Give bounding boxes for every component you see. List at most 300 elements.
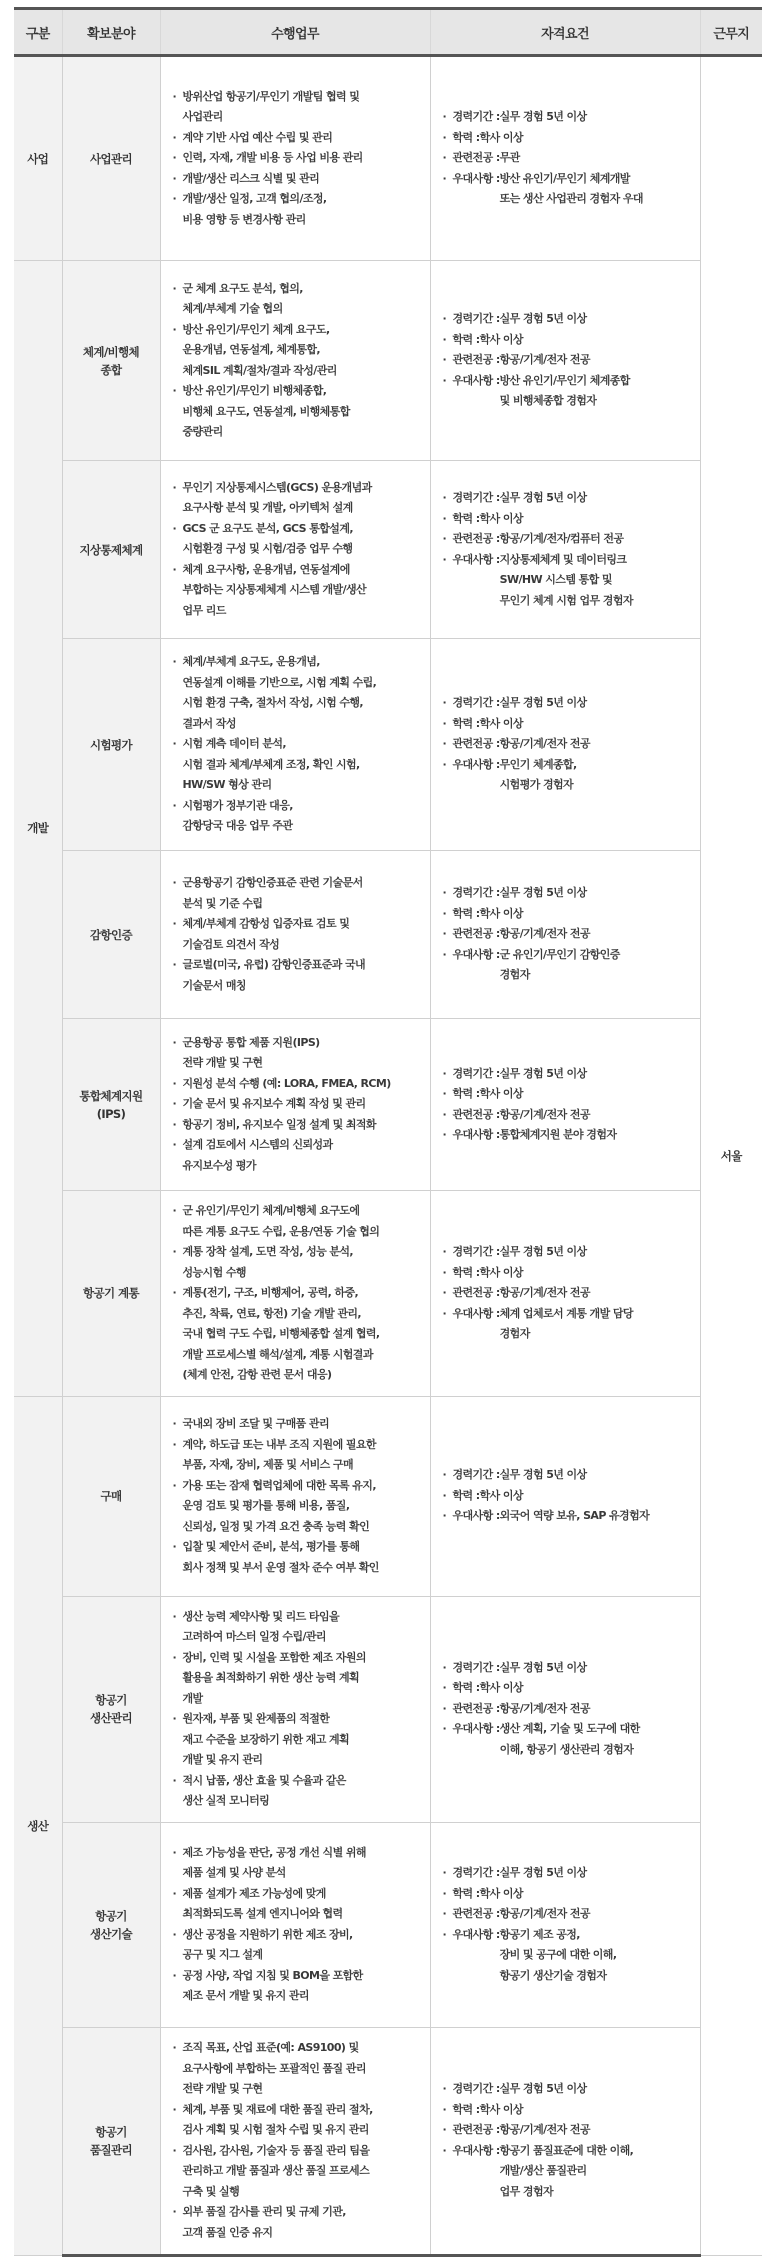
requirement-item [443,1904,692,1925]
task-line: 고객 품질 인증 유지 [182,2225,273,2239]
task-line: · 기술 문서 및 유지보수 계획 작성 및 관리 [182,1097,366,1111]
requirement-line: 실무 경험 5년 이상 [499,886,587,900]
requirement-line: 무관 [499,151,520,165]
category-cell: 생산 [14,1396,62,2255]
task-line: 운영 검토 및 평가를 통해 비용, 품질, [182,1499,350,1512]
field-cell [62,461,160,639]
header-requirements: 자격요건 [430,9,700,56]
task-line: · 방산 유인기/무인기 체계 요구도, [182,322,330,336]
task-list [173,279,422,443]
table-row [14,1019,762,1191]
task-line: · 생산 공정을 지원하기 위한 제조 장비, [182,1927,353,1941]
task-item [173,1884,422,1925]
requirement-line: 실무 경험 5년 이상 [499,110,587,124]
requirement-item [443,1263,692,1284]
task-item [173,1476,422,1538]
requirement-key: · 학력 : [452,906,480,920]
requirement-item [443,1125,692,1146]
task-line: · 장비, 인력 및 시설을 포함한 제조 자원의 [182,1650,366,1664]
requirement-line: SW/HW 시스템 통합 및 [499,573,612,586]
requirement-key: · 우대사항 : [452,1128,500,1141]
task-line: 제품 설계 및 사양 분석 [182,1866,286,1879]
requirement-value [500,1506,692,1527]
task-list [173,1843,422,2007]
task-item [173,1115,422,1136]
task-list [173,652,422,837]
requirement-key: · 우대사항 : [452,1927,500,1941]
task-line: · 외부 품질 감사를 관리 및 규제 기관, [182,2205,346,2218]
task-line: · 생산 능력 제약사항 및 리드 타임을 [182,1609,340,1623]
requirement-value [480,2100,692,2121]
task-line: · 무인기 지상통제시스템(GCS) 운용개념과 [182,480,372,494]
requirement-item [443,128,692,149]
task-item [173,734,422,796]
requirement-line: 학사 이상 [479,1681,523,1695]
requirement-list [443,309,692,412]
task-line: 부합하는 지상통제체계 시스템 개발/생산 [182,583,367,597]
requirement-value [500,148,692,169]
requirement-line: 경험자 [499,1327,530,1340]
field-cell [62,261,160,461]
task-line: · 조직 목표, 산업 표준(예: AS9100) 및 [182,2041,359,2054]
requirement-item [443,309,692,330]
task-line: 활용을 최적화하기 위한 생산 능력 계획 [182,1671,360,1684]
task-line: 체계/부체계 기술 협의 [182,302,283,315]
requirement-item [443,1719,692,1760]
task-line: · 지원성 분석 수행 (예: LORA, FMEA, RCM) [182,1076,391,1090]
task-item [173,1094,422,1115]
requirement-line: 실무 경험 5년 이상 [499,312,587,326]
task-line: 결과서 작성 [182,716,236,730]
requirement-line: 학사 이상 [479,130,523,144]
task-line: 재고 수준을 보장하기 위한 재고 계획 [182,1732,350,1746]
requirement-value [500,550,692,612]
requirement-key: · 관련전공 : [452,1701,500,1715]
task-line: 체계SIL 계획/절차/결과 작성/관리 [182,363,337,377]
requirements-cell [430,1191,700,1397]
task-line: · 체계, 부품 및 재료에 대한 품질 관리 절차, [182,2102,373,2116]
requirement-line: 학사 이상 [479,906,523,920]
tasks-cell [160,461,430,639]
requirement-line: 학사 이상 [479,511,523,525]
task-list [173,1033,422,1177]
requirement-key: · 우대사항 : [452,171,500,185]
task-item [173,1843,422,1884]
requirement-key: · 우대사항 : [452,552,500,566]
task-line: HW/SW 형상 관리 [182,778,272,792]
requirement-key: · 학력 : [452,1886,480,1900]
header-category: 구분 [14,9,62,56]
requirement-item [443,1304,692,1345]
requirement-item [443,2100,692,2121]
requirement-item [443,1884,692,1905]
tasks-cell [160,1396,430,1596]
requirements-cell [430,1596,700,1822]
requirement-key: · 경력기간 : [452,1245,500,1258]
table-row [14,56,762,261]
requirement-key: · 우대사항 : [452,2143,500,2157]
requirement-item [443,714,692,735]
task-line: 개발 [182,1691,203,1705]
task-list [173,2038,422,2243]
task-line: 부품, 자재, 장비, 제품 및 서비스 구매 [182,1458,353,1471]
requirement-line: 실무 경험 5년 이상 [499,491,587,504]
requirement-value [500,1304,692,1345]
requirement-value [500,945,692,986]
requirement-key: · 학력 : [452,130,480,144]
requirement-key: · 학력 : [452,332,480,346]
field-label: 품질관리 [89,2142,133,2157]
requirement-value [500,1925,692,1987]
tasks-cell [160,851,430,1019]
task-item [173,1135,422,1176]
header-tasks: 수행업무 [160,9,430,56]
requirement-key: · 관련전공 : [452,927,500,941]
task-item [173,2038,422,2100]
requirement-value [480,1486,692,1507]
requirement-value [500,309,692,330]
requirement-list [443,1064,692,1146]
requirement-line: 업무 경험자 [499,2184,553,2198]
task-line: · 국내외 장비 조달 및 구매품 관리 [182,1417,329,1430]
requirement-key: · 경력기간 : [452,696,500,710]
requirement-value [500,1465,692,1486]
tasks-cell [160,639,430,851]
requirement-list [443,107,692,210]
requirement-line: 항공/기계/전자 전공 [499,1286,590,1299]
requirements-cell [430,56,700,261]
task-line: · 적시 납품, 생산 효율 및 수율과 같은 [182,1773,346,1787]
requirement-item [443,1863,692,1884]
requirement-list [443,883,692,986]
requirement-value [480,1263,692,1284]
requirement-item [443,924,692,945]
requirement-list [443,693,692,796]
task-item [173,478,422,519]
task-line: 업무 리드 [182,603,226,617]
requirement-value [500,734,692,755]
task-line: · 계약 기반 사업 예산 수립 및 관리 [182,130,333,144]
requirement-item [443,693,692,714]
field-cell [62,639,160,851]
requirement-value [480,128,692,149]
field-label: 생산관리 [89,1711,133,1725]
task-line: · 군용항공 통합 제품 지원(IPS) [182,1035,320,1049]
field-label: 생산기술 [89,1926,133,1941]
task-line: 사업관리 [182,110,223,124]
task-item [173,519,422,560]
requirements-cell [430,261,700,461]
requirement-line: 통합체계지원 분야 경험자 [499,1128,617,1141]
requirement-item [443,550,692,612]
task-line: · 인력, 자재, 개발 비용 등 사업 비용 관리 [182,151,363,165]
task-line: 따른 계통 요구도 수립, 운용/연동 기술 협의 [182,1224,380,1238]
task-item [173,1414,422,1435]
requirement-key: · 학력 : [452,1087,480,1100]
task-item [173,1771,422,1812]
task-line: 시험환경 구성 및 시험/검증 업무 수행 [182,542,353,556]
task-line: 비행체 요구도, 연동설계, 비행체통합 [182,404,350,418]
requirement-key: · 경력기간 : [452,1660,500,1674]
field-cell [62,56,160,261]
task-list [173,1201,422,1386]
requirement-key: · 학력 : [452,2102,480,2116]
requirement-key: · 경력기간 : [452,1866,500,1879]
requirement-list [443,2079,692,2202]
task-item [173,1709,422,1771]
task-list [173,478,422,622]
requirement-line: 외국어 역량 보유, SAP 유경험자 [499,1509,650,1523]
requirement-line: 항공/기계/전자 전공 [499,1701,590,1715]
table-row [14,851,762,1019]
requirement-key: · 관련전공 : [452,1907,500,1920]
task-item [173,2100,422,2141]
task-line: · 체계/부체계 요구도, 운용개념, [182,655,320,669]
task-line: 개발 프로세스별 해석/설계, 계통 시험결과 [182,1347,373,1361]
requirement-key: · 경력기간 : [452,2082,500,2095]
task-line: · 방위산업 항공기/무인기 개발팀 협력 및 [182,89,360,103]
requirement-value [480,1678,692,1699]
requirement-list [443,1658,692,1761]
requirement-line: 항공/기계/전자 전공 [499,1907,590,1920]
requirement-line: 방산 유인기/무인기 체계개발 [499,171,630,185]
task-item [173,169,422,190]
task-item [173,1033,422,1074]
requirement-value [500,107,692,128]
task-line: 개발 및 유지 관리 [182,1753,263,1766]
task-line: · 가용 또는 잠재 협력업체에 대한 목록 유지, [182,1478,376,1492]
task-line: · 계통 장착 설계, 도면 작성, 성능 분석, [182,1245,353,1258]
requirement-item [443,1283,692,1304]
requirement-line: 실무 경험 5년 이상 [499,1866,587,1879]
requirement-key: · 경력기간 : [452,110,500,124]
task-item [173,189,422,230]
requirement-value [500,1242,692,1263]
field-cell [62,1596,160,1822]
requirement-key: · 우대사항 : [452,1722,500,1736]
task-line: 전략 개발 및 구현 [182,1056,263,1070]
task-line: · 체계/부체계 감항성 입증자료 검토 및 [182,917,350,930]
requirement-value [500,1105,692,1126]
task-line: · 시험 계측 데이터 분석, [182,737,287,751]
requirement-line: 무인기 체계 시험 업무 경험자 [499,593,633,607]
task-line: 공구 및 지그 설계 [182,1948,263,1961]
requirement-list [443,1863,692,1986]
task-line: · 글로벌(미국, 유럽) 감항인증표준과 국내 [182,958,366,971]
task-line: · 체계 요구사항, 운용개념, 연동설계에 [182,562,350,576]
tasks-cell [160,1019,430,1191]
requirement-line: 항공기 생산기술 경험자 [499,1968,607,1982]
task-line: 성능시험 수행 [182,1265,246,1279]
requirement-line: 항공/기계/전자/컴퓨터 전공 [499,532,624,545]
table-row [14,2027,762,2255]
requirement-item [443,755,692,796]
requirement-key: · 관련전공 : [452,353,500,367]
tasks-cell [160,56,430,261]
requirement-item [443,107,692,128]
task-line: · 입찰 및 제안서 준비, 분석, 평가를 통해 [182,1540,360,1553]
requirement-item [443,1486,692,1507]
requirement-line: 무인기 체계종합, [499,757,577,771]
task-line: 감항당국 대응 업무 주관 [182,819,293,833]
requirement-value [500,1719,692,1760]
task-line: · 검사원, 감사원, 기술자 등 품질 관리 팀을 [182,2143,370,2157]
requirement-line: 실무 경험 5년 이상 [499,696,587,710]
requirement-value [500,2141,692,2203]
requirement-line: 이해, 항공기 생산관리 경험자 [499,1742,634,1756]
task-line: · 항공기 정비, 유지보수 일정 설계 및 최적화 [182,1117,376,1131]
field-label: 구매 [100,1489,122,1503]
requirement-key: · 관련전공 : [452,151,500,165]
task-line: 기술문서 매칭 [182,978,246,992]
requirement-key: · 경력기간 : [452,1468,500,1482]
task-item [173,796,422,837]
requirement-item [443,148,692,169]
requirement-line: 항공/기계/전자 전공 [499,353,590,367]
requirement-key: · 경력기간 : [452,491,500,504]
requirement-line: 체계 업체로서 계통 개발 담당 [499,1306,633,1320]
tasks-cell [160,1596,430,1822]
requirements-cell [430,461,700,639]
requirement-list [443,1465,692,1527]
tasks-cell [160,261,430,461]
task-item [173,279,422,320]
task-line: · 군 유인기/무인기 체계/비행체 요구도에 [182,1204,360,1217]
requirement-item [443,509,692,530]
task-list [173,87,422,231]
requirement-line: 학사 이상 [479,332,523,346]
field-cell [62,1019,160,1191]
requirement-line: 학사 이상 [479,1265,523,1279]
field-label: 지상통제체계 [79,542,143,557]
requirement-list [443,488,692,611]
requirement-item [443,2120,692,2141]
task-list [173,1414,422,1578]
tasks-cell [160,1191,430,1397]
requirement-item [443,904,692,925]
task-item [173,1074,422,1095]
category-cell: 개발 [14,261,62,1397]
requirement-line: 실무 경험 5년 이상 [499,1468,587,1482]
task-line: 연동설계 이해를 기반으로, 시험 계획 수립, [182,675,377,689]
table-row [14,639,762,851]
task-item [173,148,422,169]
task-item [173,87,422,128]
task-line: 고려하여 마스터 일정 수립/관리 [182,1630,326,1643]
requirement-line: 학사 이상 [479,1886,523,1900]
task-item [173,1607,422,1648]
task-line: 구축 및 실행 [182,2184,240,2198]
requirement-key: · 학력 : [452,716,480,730]
requirement-key: · 우대사항 : [452,1306,500,1320]
requirement-line: 생산 계획, 기술 및 도구에 대한 [499,1722,640,1736]
requirements-cell [430,2027,700,2255]
requirement-line: 방산 유인기/무인기 체계종합 [499,373,630,387]
requirement-key: · 우대사항 : [452,1509,500,1523]
requirement-value [500,2079,692,2100]
task-line: · 설계 검토에서 시스템의 신뢰성과 [182,1138,333,1152]
requirement-line: 항공/기계/전자 전공 [499,1107,590,1121]
requirement-key: · 경력기간 : [452,886,500,900]
task-line: · 군용항공기 감항인증표준 관련 기술문서 [182,876,363,889]
header-location: 근무지 [700,9,762,56]
task-list [173,1607,422,1812]
requirement-item [443,1105,692,1126]
task-line: 생산 실적 모니터링 [182,1794,270,1807]
task-item [173,2202,422,2243]
field-cell [62,2027,160,2255]
field-label: 통합체계지원 [79,1088,143,1103]
requirement-line: 실무 경험 5년 이상 [499,1245,587,1258]
task-item [173,1201,422,1242]
requirement-line: 군 유인기/무인기 감항인증 [499,947,620,961]
requirement-item [443,1699,692,1720]
requirement-item [443,169,692,210]
requirement-line: 항공기 제조 공정, [499,1927,580,1941]
task-item [173,873,422,914]
requirement-key: · 학력 : [452,1488,480,1502]
requirements-cell [430,1396,700,1596]
task-line: 요구사항 분석 및 개발, 아키텍처 설계 [182,501,353,515]
task-line: · 계통(전기, 구조, 비행제어, 공력, 하중, [182,1286,359,1299]
requirement-value [500,1904,692,1925]
requirement-line: 실무 경험 5년 이상 [499,2082,587,2095]
task-item [173,1435,422,1476]
task-item [173,128,422,149]
requirement-key: · 학력 : [452,1265,480,1279]
requirement-list [443,1242,692,1345]
field-label: 항공기 계통 [83,1286,139,1301]
field-label: 체계/비행체 [82,344,140,359]
requirement-value [500,924,692,945]
requirement-line: 학사 이상 [479,2102,523,2116]
requirement-line: 학사 이상 [479,1087,523,1100]
task-line: 기술검토 의견서 작성 [182,937,280,951]
category-cell: 사업 [14,56,62,261]
field-label: 시험평가 [89,737,133,752]
tasks-cell [160,1822,430,2027]
requirement-item [443,1658,692,1679]
field-cell [62,1822,160,2027]
requirement-key: · 우대사항 : [452,373,500,387]
requirement-key: · 학력 : [452,511,480,525]
task-item [173,1242,422,1283]
header-row [14,9,762,56]
requirement-line: 장비 및 공구에 대한 이해, [499,1948,617,1961]
requirement-key: · 경력기간 : [452,1066,500,1080]
field-label: 항공기 [95,2124,127,2139]
task-item [173,2141,422,2203]
task-list [173,873,422,996]
task-item [173,1283,422,1386]
field-label: 감항인증 [89,927,133,942]
requirement-item [443,2141,692,2203]
requirement-item [443,1506,692,1527]
requirement-item [443,488,692,509]
task-line: · 방산 유인기/무인기 비행체종합, [182,384,327,397]
requirement-key: · 경력기간 : [452,312,500,326]
requirement-value [500,350,692,371]
requirement-value [480,1084,692,1105]
requirement-key: · 우대사항 : [452,947,500,961]
requirement-key: · 관련전공 : [452,1286,500,1299]
task-line: 검사 계획 및 시험 절차 수립 및 유지 관리 [182,2123,369,2136]
requirement-line: 개발/생산 품질관리 [499,2164,587,2177]
task-item [173,955,422,996]
requirement-key: · 관련전공 : [452,737,500,751]
requirement-value [480,509,692,530]
requirement-line: 또는 생산 사업관리 경험자 우대 [499,192,643,206]
